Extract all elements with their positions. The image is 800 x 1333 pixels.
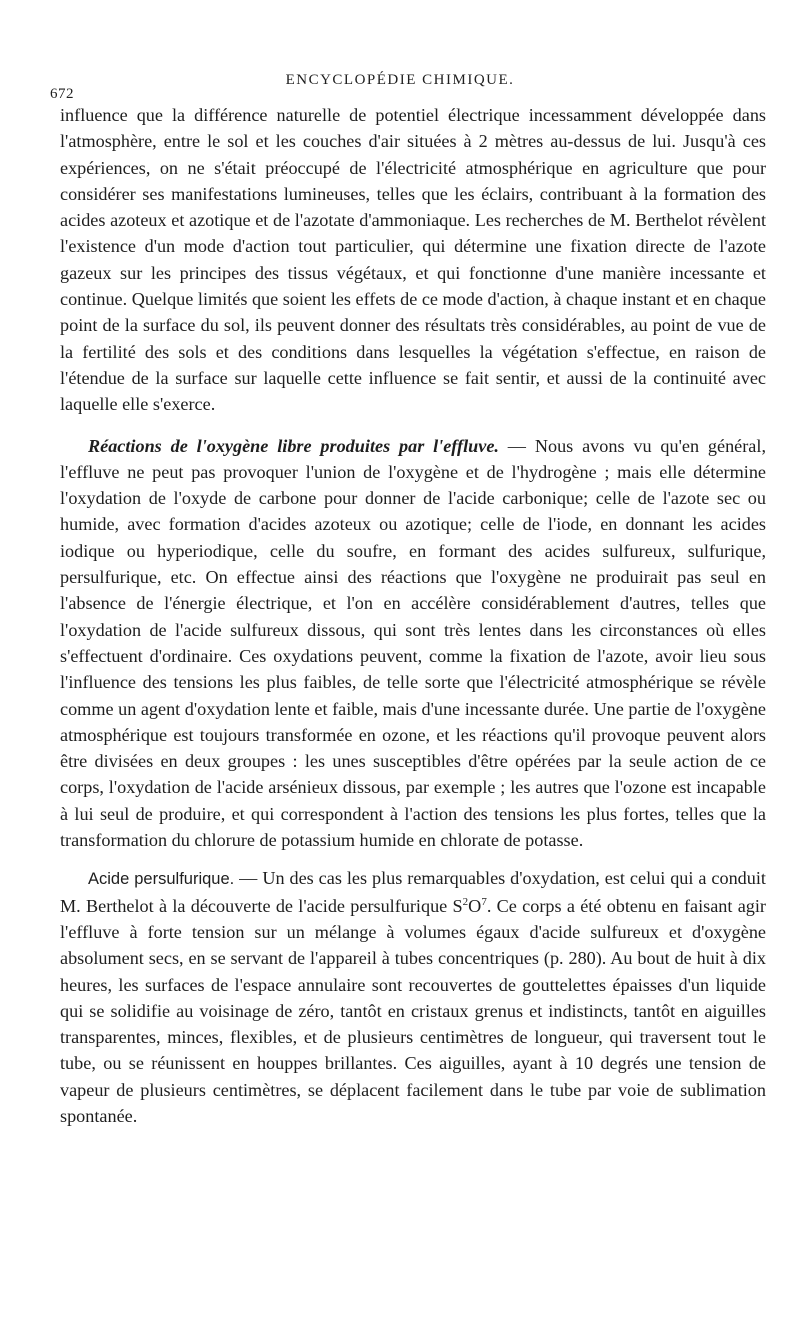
formula-superscript-7: 7 [481,895,487,908]
paragraph-1: influence que la différence naturelle de potentiel électrique incessamment développée dans l'atmosphère, entre le sol et les couches d'air situées à 2 mètres au-dessus de lui. Jusqu'à ces expériences, on ne s'était préoccupé de l'électricité atmosphérique en agriculture que pour considérer ses manifestations lumineuses, telles que les éclairs, contribuant à la formation des acides azoteux et azotique et de l'azotate d'ammoniaque. Les recherches de M. Berthelot révèlent l'existence d'un mode d'action tout particulier, qui détermine une fixation directe de l'azote gazeux sur les principes des tissus végétaux, et qui fonctionne d'une manière incessante et continue. Quelque limités que soient les effets de ce mode d'action, à chaque instant et en chaque point de la surface du sol, ils peuvent donner des résultats très considérables, au point de vue de la fertilité des sols et des conditions dans lesquelles la végétation s'effectue, en raison de l'étendue de la surface sur laquelle cette influence se fait sentir, et aussi de la continuité avec laquelle elle s'exerce. [60,105,766,415]
paragraph-3 [60,865,766,1129]
formula-superscript-2: 2 [462,895,469,908]
paragraph-2 [60,433,766,854]
running-head: ENCYCLOPÉDIE CHIMIQUE. [285,72,515,88]
body-text [60,102,766,1129]
formula-oxygen: O [468,895,482,916]
paragraph-3-text-a: — Un des cas les plus remarquables d'oxydation, est celui qui a conduit M. Berthelot à la découverte de l'acide persulfurique S [60,868,766,916]
section-heading-reactions: Réactions de l'oxygène libre produites par l'effluve. [88,435,499,456]
paragraph-2-text: — Nous avons vu qu'en général, l'effluve ne peut pas provoquer l'union de l'oxygène et de l'hydrogène ; mais elle détermine l'oxydation de l'oxyde de carbone pour donner de l'acide carbonique; celle de l'azote sec ou humide, avec formation d'acides azoteux ou azotique; celle de l'iode, en donnant les acides iodique ou hyperiodique, celle du soufre, en formant des acides sulfureux, sulfurique, persulfurique, etc. On effectue ainsi des réactions que l'oxygène ne produirait pas seul en l'absence de l'énergie électrique, et l'on en accélère considérablement d'autres, telles que l'oxydation de l'acide sulfureux dissous, qui sont très lentes dans les circonstances où elles s'effectuent d'ordinaire. Ces oxydations peuvent, comme la fixation de l'azote, avoir lieu sous l'influence des tensions les plus faibles, de telle sorte que l'électricité atmosphérique se révèle comme un agent d'oxydation lente et faible, mais d'une incessante durée. Une partie de l'oxygène atmosphérique est toujours transformée en ozone, et les réactions qu'il provoque peuvent alors être divisées en deux groupes : les unes susceptibles d'être opérées par la seule action de ce corps, l'oxydation de l'acide arsénieux dissous, par exemple ; les autres que l'ozone est incapable à lui seul de produire, et qui correspondent à l'action des tensions les plus fortes, telles que la transformation du chlorure de potassium humide en chlorate de potasse. [60,435,766,851]
paragraph-3-text-b: . Ce corps a été obtenu en faisant agir l'effluve à forte tension sur un mélange à volumes égaux d'acide sulfureux et d'oxygène absolument secs, en se servant de l'appareil à tubes concentriques (p. 280). Au bout de huit à dix heures, les surfaces de l'espace annulaire sont recouvertes de gouttelettes épaisses d'un liquide qui se solidifie au voisinage de zéro, tantôt en cristaux grenus et indistincts, tantôt en aiguilles transparentes, minces, flexibles, et de plusieurs centimètres de longueur, qui traversent tout le tube, ou se réunissent en houppes brillantes. Ces aiguilles, ayant à 10 degrés une tension de vapeur de plusieurs centimètres, se déplacent facilement dans le tube par voie de sublimation spontanée. [60,895,766,1126]
page-number: 672 [50,86,74,102]
section-heading-persulfurique: Acide persulfurique. [88,870,235,889]
